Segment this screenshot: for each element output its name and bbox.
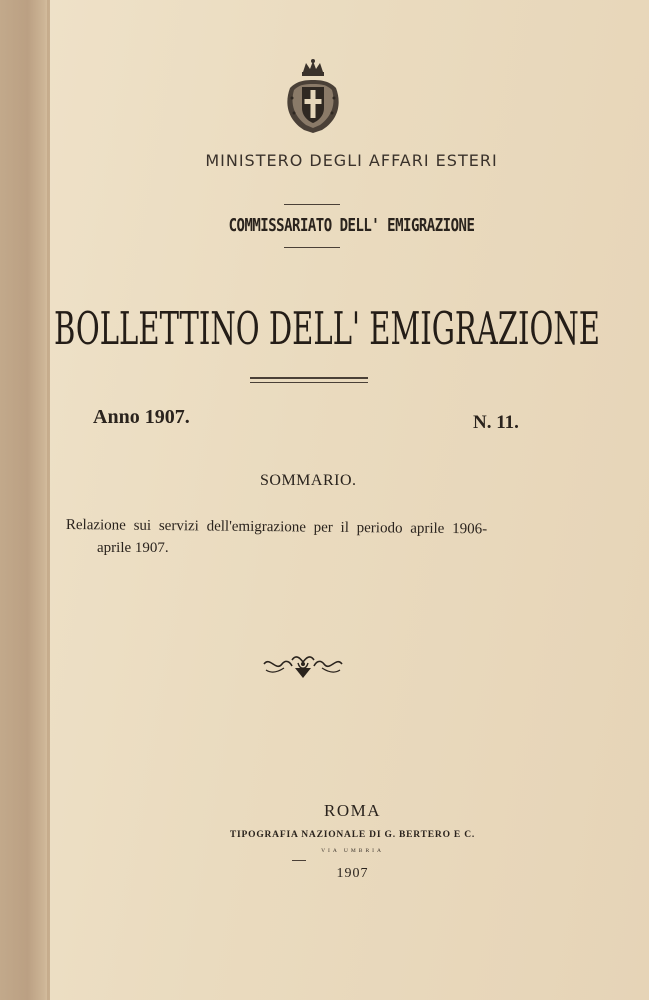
royal-crest-icon [282,58,344,134]
imprint-street: VIA UMBRIA [321,848,384,854]
imprint-city: ROMA [323,801,381,820]
bulletin-title: BOLLETTINO DELL' EMIGRAZIONE [54,302,600,355]
issue-number: N. 11. [473,412,519,433]
imprint-printer: TIPOGRAFIA NAZIONALE DI G. BERTERO E C. [229,830,476,840]
summary-line-1: Relazione sui servizi dell'emigrazione per il periodo aprile 1906- [65,517,488,538]
divider-top [284,204,340,205]
title-double-rule-upper [250,377,368,379]
imprint-dash [292,860,306,861]
divider-middle [284,247,340,248]
title-double-rule-lower [250,382,368,383]
issue-year: Anno 1907. [93,406,190,428]
commissariato-heading: COMMISSARIATO DELL' EMIGRAZIONE [228,216,475,236]
ministry-heading: MINISTERO DEGLI AFFARI ESTERI [205,151,498,170]
imprint-year: 1907 [336,866,369,881]
summary-heading: SOMMARIO. [260,472,357,489]
ornament-icon [262,650,344,682]
summary-line-2: aprile 1907. [97,540,169,556]
